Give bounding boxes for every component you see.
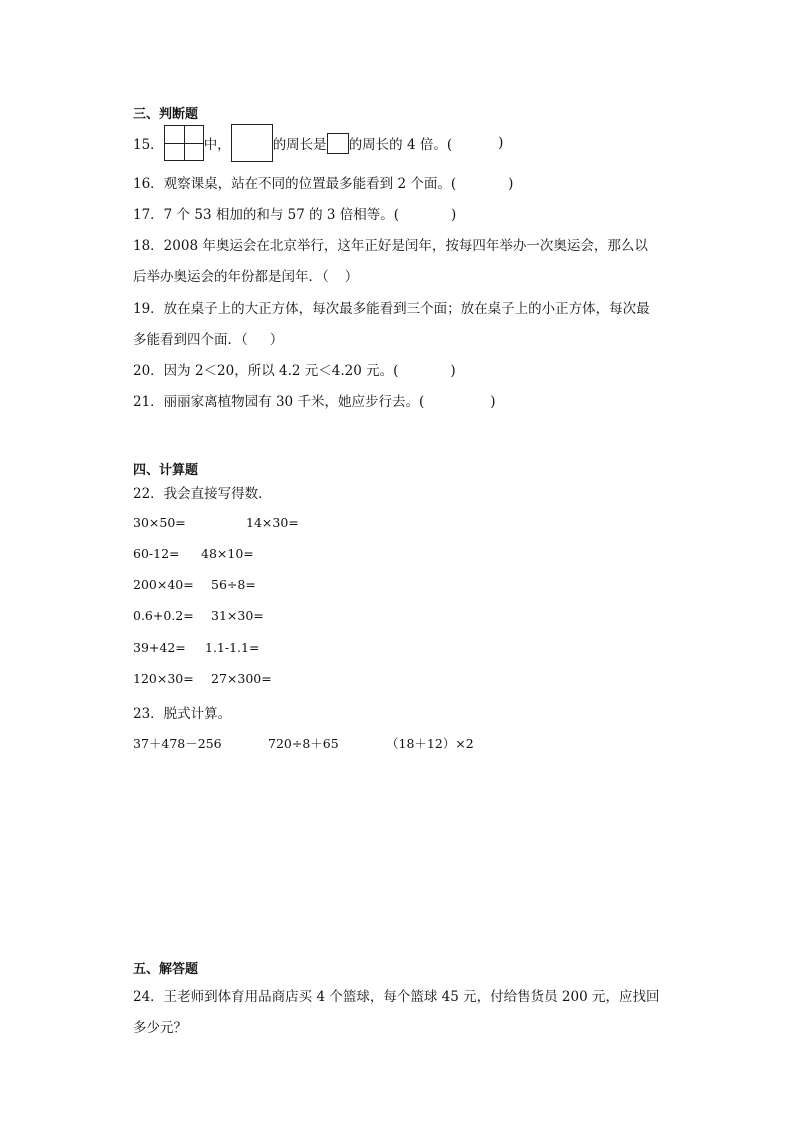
calc-expression: 720÷8＋65 <box>268 736 339 751</box>
four-square-grid-figure <box>164 125 204 161</box>
calc-item: 48×10= <box>201 546 254 561</box>
question-18-line2: 后举办奥运会的年份都是闰年．（ ） <box>133 269 359 285</box>
question-16: 16．观察课桌，站在不同的位置最多能看到 2 个面。( ) <box>133 176 514 192</box>
question-text: 的周长的 4 倍。( <box>348 137 453 153</box>
small-square-figure <box>327 133 349 154</box>
calc-item: 0.6+0.2= <box>133 608 194 623</box>
section-title-calculation: 四、计算题 <box>133 463 199 478</box>
calc-expression: 37＋478－256 <box>133 736 222 751</box>
calc-item: 56÷8= <box>211 577 256 592</box>
calc-item: 1.1-1.1= <box>205 640 260 655</box>
question-text: 中， <box>203 137 231 153</box>
section-title-judgement: 三、判断题 <box>133 107 199 122</box>
calc-item: 30×50= <box>133 515 186 530</box>
question-19-line2: 多能看到四个面．（ ） <box>133 332 284 348</box>
section-title-word-problems: 五、解答题 <box>133 962 199 977</box>
question-17: 17．7 个 53 相加的和与 57 的 3 倍相等。( ) <box>133 207 457 223</box>
question-24-line1: 24．王老师到体育用品商店买 4 个篮球，每个篮球 45 元，付给售货员 200 元，应找回 <box>133 989 660 1005</box>
question-15: 15． 中， 的周长是 的周长的 4 倍。( ) <box>133 124 503 162</box>
question-24-line2: 多少元？ <box>133 1020 187 1036</box>
calc-item: 60-12= <box>133 546 180 561</box>
calc-item: 27×300= <box>211 671 272 686</box>
calc-item: 14×30= <box>246 515 299 530</box>
question-23: 23．脱式计算。 <box>133 706 232 722</box>
calc-item: 200×40= <box>133 577 194 592</box>
question-20: 20．因为 2＜20，所以 4.2 元＜4.20 元。( ) <box>133 363 456 379</box>
calc-item: 120×30= <box>133 671 194 686</box>
question-19-line1: 19．放在桌子上的大正方体，每次最多能看到三个面；放在桌子上的小正方体，每次最 <box>133 301 650 317</box>
question-21: 21．丽丽家离植物园有 30 千米，她应步行去。( ) <box>133 394 496 410</box>
calc-item: 31×30= <box>211 608 264 623</box>
calc-item: 39+42= <box>133 640 186 655</box>
calc-expression: （18＋12）×2 <box>386 736 474 751</box>
question-text: 的周长是 <box>272 137 327 153</box>
large-square-figure <box>231 124 273 162</box>
question-22: 22．我会直接写得数． <box>133 486 272 502</box>
question-18-line1: 18．2008 年奥运会在北京举行，这年正好是闰年，按每四年举办一次奥运会，那么以 <box>133 238 648 254</box>
question-number: 15． <box>133 137 164 153</box>
